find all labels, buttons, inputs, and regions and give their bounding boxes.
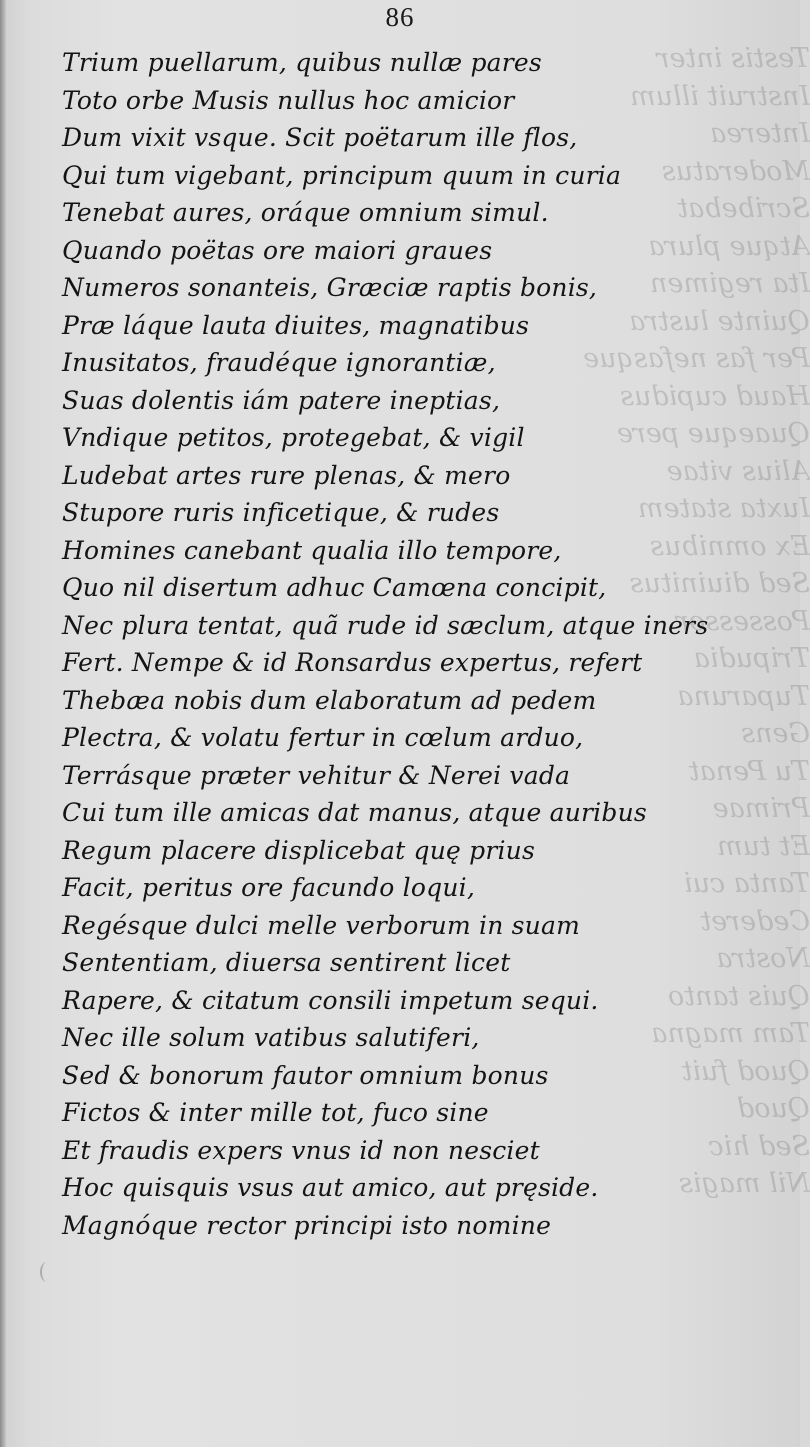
verse-line: Facit, peritus ore facundo loqui, <box>62 873 475 902</box>
binding-shadow <box>0 0 6 1447</box>
verse-line: Inusitatos, fraudéque ignorantiæ, <box>62 348 496 377</box>
verse-line: Ludebat artes rure plenas, & mero <box>62 460 511 490</box>
verse-line: Nec ille solum vatibus salutiferi, <box>62 1023 480 1052</box>
page-number: 86 <box>385 2 415 32</box>
verse-line: Cui tum ille amicas dat manus, atque auribus <box>62 798 647 827</box>
verse-line: Fictos & inter mille tot, fuco sine <box>62 1098 489 1127</box>
verse-line: Sententiam, diuersa sentirent licet <box>62 948 511 977</box>
verse-line: Vndique petitos, protegebat, & vigil <box>62 423 525 452</box>
verse-line: Plectra, & volatu fertur in cœlum arduo, <box>62 723 584 752</box>
verse-line: Numeros sonanteis, Græciæ raptis bonis, <box>62 273 598 302</box>
verse-line: Sed & bonorum fautor omnium bonus <box>62 1060 549 1090</box>
verse-line: Homines canebant qualia illo tempore, <box>62 535 562 565</box>
verse-line: Suas dolentis iám patere ineptias, <box>62 385 501 415</box>
verse-line: Trium puellarum, quibus nullæ pares <box>62 48 542 77</box>
verse-line: Terrásque præter vehitur & Nerei vada <box>62 760 571 790</box>
verse-block <box>62 44 709 1244</box>
verse-line: Rapere, & citatum consili impetum sequi. <box>62 985 599 1015</box>
verse-line: Hoc quisquis vsus aut amico, aut pręside. <box>62 1173 599 1202</box>
verse-line: Magnóque rector principi isto nomine <box>62 1210 552 1240</box>
verse-line: Nec plura tentat, quã rude id sæclum, atque iners <box>62 610 709 640</box>
verse-line: Regésque dulci melle verborum in suam <box>62 910 580 940</box>
ink-smudge <box>40 1262 54 1282</box>
verse-line: Thebæa nobis dum elaboratum ad pedem <box>62 685 597 715</box>
verse-line: Regum placere displicebat quę prius <box>62 835 536 865</box>
verse-line: Tenebat aures, oráque omnium simul. <box>62 198 549 227</box>
verse-line: Fert. Nempe & id Ronsardus expertus, refert <box>62 648 643 677</box>
verse-line: Et fraudis expers vnus id non nesciet <box>62 1135 540 1165</box>
verse-line: Dum vixit vsque. Scit poëtarum ille flos, <box>62 123 578 152</box>
verse-line: Stupore ruris inficetique, & rudes <box>62 498 500 527</box>
verse-line: Præ láque lauta diuites, magnatibus <box>62 310 530 340</box>
verse-line: Toto orbe Musis nullus hoc amicior <box>62 85 515 115</box>
verse-line: Qui tum vigebant, principum quum in curia <box>62 160 622 190</box>
show-through-text: Testis inter Instruit illum Interea Moderatus Scribebat Atque plura Ita regimen Quinte lustra Per fas nefasque Haud cupidus Quaeque pere Alius vitae Iuxta statem Ex omnibus Sed diuinitus Possessor Tripudia Tuparuna Gens Tu Penat Primae Et tum Tanta cui Cederet Nostra Quis tanto Tam magna Quod fuit Quod Sed hic Nil magis <box>583 43 810 1199</box>
verse-line: Quando poëtas ore maiori graues <box>62 235 493 265</box>
verse-line: Quo nil disertum adhuc Camœna concipit, <box>62 573 607 602</box>
